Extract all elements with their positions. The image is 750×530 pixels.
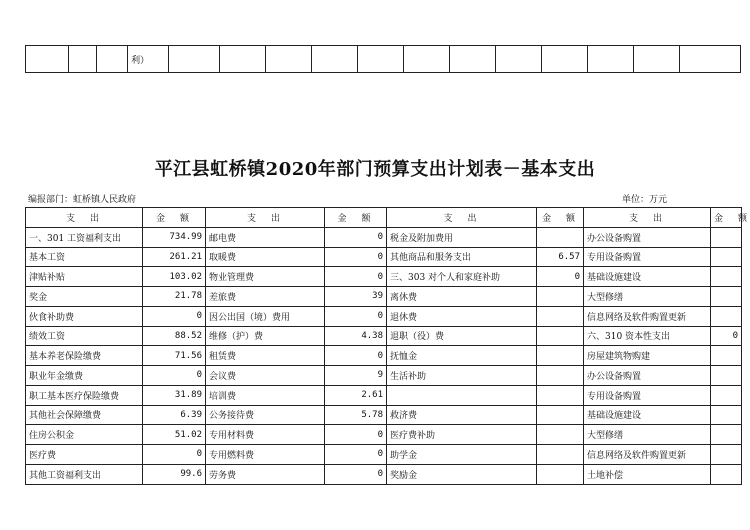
item-cell: 办公设备购置 [584, 227, 711, 247]
item-cell: 信息网络及软件购置更新 [584, 306, 711, 326]
item-cell: 其他工资福利支出 [26, 464, 143, 484]
item-cell: 因公出国（境）费用 [206, 306, 325, 326]
amount-cell [711, 366, 742, 386]
amount-cell [711, 267, 742, 287]
item-cell: 专用材料费 [206, 425, 325, 445]
item-cell: 伙食补助费 [26, 306, 143, 326]
table-row [26, 247, 742, 267]
item-cell [387, 385, 537, 405]
item-cell: 医疗费补助 [387, 425, 537, 445]
item-cell: 专用设备购置 [584, 247, 711, 267]
item-cell: 基础设施建设 [584, 267, 711, 287]
amount-cell: 31.89 [143, 385, 206, 405]
item-cell: 培训费 [206, 385, 325, 405]
amount-cell [537, 366, 584, 386]
item-cell: 物业管理费 [206, 267, 325, 287]
amount-cell: 0 [143, 306, 206, 326]
table-row [26, 445, 742, 465]
header-cell: 支 出 [387, 208, 537, 228]
amount-cell [537, 445, 584, 465]
fragment-text: 利） [128, 46, 169, 73]
table-row [26, 366, 742, 386]
item-cell: 住房公积金 [26, 425, 143, 445]
item-cell: 基本养老保险缴费 [26, 346, 143, 366]
item-cell: 退职（役）费 [387, 326, 537, 346]
item-cell: 一、301 工资福利支出 [26, 227, 143, 247]
amount-cell: 0 [325, 267, 387, 287]
amount-cell [711, 425, 742, 445]
amount-cell [711, 346, 742, 366]
previous-page-fragment [25, 45, 741, 73]
table-row [26, 464, 742, 484]
table-row [26, 346, 742, 366]
amount-cell: 6.57 [537, 247, 584, 267]
header-cell: 支 出 [206, 208, 325, 228]
amount-cell: 0 [143, 366, 206, 386]
unit-label: 单位：万元 [622, 195, 668, 205]
item-cell: 抚恤金 [387, 346, 537, 366]
amount-cell: 0 [711, 326, 742, 346]
item-cell: 医疗费 [26, 445, 143, 465]
table-row [26, 267, 742, 287]
item-cell: 公务接待费 [206, 405, 325, 425]
reporting-department: 编报部门：虹桥镇人民政府 [28, 195, 137, 205]
item-cell: 基础设施建设 [584, 405, 711, 425]
item-cell: 职工基本医疗保险缴费 [26, 385, 143, 405]
item-cell: 会议费 [206, 366, 325, 386]
amount-cell: 51.02 [143, 425, 206, 445]
header-cell: 金 额 [537, 208, 584, 228]
table-row [26, 326, 742, 346]
amount-cell [537, 287, 584, 307]
amount-cell [711, 445, 742, 465]
item-cell: 离休费 [387, 287, 537, 307]
item-cell: 职业年金缴费 [26, 366, 143, 386]
item-cell: 三、303 对个人和家庭补助 [387, 267, 537, 287]
amount-cell [711, 405, 742, 425]
item-cell: 邮电费 [206, 227, 325, 247]
amount-cell: 99.6 [143, 464, 206, 484]
item-cell: 其他社会保障缴费 [26, 405, 143, 425]
item-cell: 绩效工资 [26, 326, 143, 346]
item-cell: 房屋建筑物购建 [584, 346, 711, 366]
amount-cell [711, 247, 742, 267]
item-cell: 津贴补贴 [26, 267, 143, 287]
item-cell: 取暖费 [206, 247, 325, 267]
item-cell: 其他商品和服务支出 [387, 247, 537, 267]
header-cell: 支 出 [584, 208, 711, 228]
header-cell: 金 额 [711, 208, 742, 228]
item-cell: 奖励金 [387, 464, 537, 484]
amount-cell: 0 [143, 445, 206, 465]
amount-cell: 0 [325, 227, 387, 247]
item-cell: 土地补偿 [584, 464, 711, 484]
amount-cell [537, 306, 584, 326]
amount-cell: 4.38 [325, 326, 387, 346]
table-row [26, 287, 742, 307]
header-cell: 金 额 [325, 208, 387, 228]
item-cell: 信息网络及软件购置更新 [584, 445, 711, 465]
item-cell: 救济费 [387, 405, 537, 425]
amount-cell: 734.99 [143, 227, 206, 247]
amount-cell [537, 464, 584, 484]
item-cell: 办公设备购置 [584, 366, 711, 386]
item-cell: 六、310 资本性支出 [584, 326, 711, 346]
amount-cell: 9 [325, 366, 387, 386]
item-cell: 专用设备购置 [584, 385, 711, 405]
item-cell: 税金及附加费用 [387, 227, 537, 247]
amount-cell: 21.78 [143, 287, 206, 307]
amount-cell [537, 385, 584, 405]
amount-cell: 0 [325, 306, 387, 326]
budget-table [25, 207, 750, 485]
amount-cell: 0 [325, 445, 387, 465]
table-row [26, 425, 742, 445]
page-title: 平江县虹桥镇2020年部门预算支出计划表－基本支出 [154, 159, 596, 180]
amount-cell [711, 306, 742, 326]
table-row [26, 405, 742, 425]
amount-cell: 0 [325, 346, 387, 366]
amount-cell: 0 [325, 425, 387, 445]
amount-cell [537, 425, 584, 445]
amount-cell [711, 227, 742, 247]
amount-cell: 0 [325, 247, 387, 267]
item-cell: 大型修缮 [584, 425, 711, 445]
amount-cell: 39 [325, 287, 387, 307]
item-cell: 助学金 [387, 445, 537, 465]
amount-cell: 0 [537, 267, 584, 287]
amount-cell: 2.61 [325, 385, 387, 405]
item-cell: 租赁费 [206, 346, 325, 366]
item-cell: 劳务费 [206, 464, 325, 484]
amount-cell [537, 326, 584, 346]
table-row [26, 306, 742, 326]
amount-cell [537, 346, 584, 366]
amount-cell: 5.78 [325, 405, 387, 425]
item-cell: 大型修缮 [584, 287, 711, 307]
header-row [26, 208, 742, 228]
amount-cell [537, 227, 584, 247]
amount-cell: 0 [325, 464, 387, 484]
amount-cell [537, 405, 584, 425]
amount-cell: 6.39 [143, 405, 206, 425]
item-cell: 基本工资 [26, 247, 143, 267]
amount-cell [711, 464, 742, 484]
item-cell: 维修（护）费 [206, 326, 325, 346]
header-cell: 金 额 [143, 208, 206, 228]
item-cell: 差旅费 [206, 287, 325, 307]
amount-cell: 88.52 [143, 326, 206, 346]
amount-cell: 71.56 [143, 346, 206, 366]
amount-cell [711, 287, 742, 307]
table-row [26, 227, 742, 247]
item-cell: 退休费 [387, 306, 537, 326]
amount-cell: 261.21 [143, 247, 206, 267]
amount-cell: 103.02 [143, 267, 206, 287]
item-cell: 奖金 [26, 287, 143, 307]
item-cell: 生活补助 [387, 366, 537, 386]
item-cell: 专用燃料费 [206, 445, 325, 465]
header-cell: 支 出 [26, 208, 143, 228]
amount-cell [711, 385, 742, 405]
table-row [26, 385, 742, 405]
